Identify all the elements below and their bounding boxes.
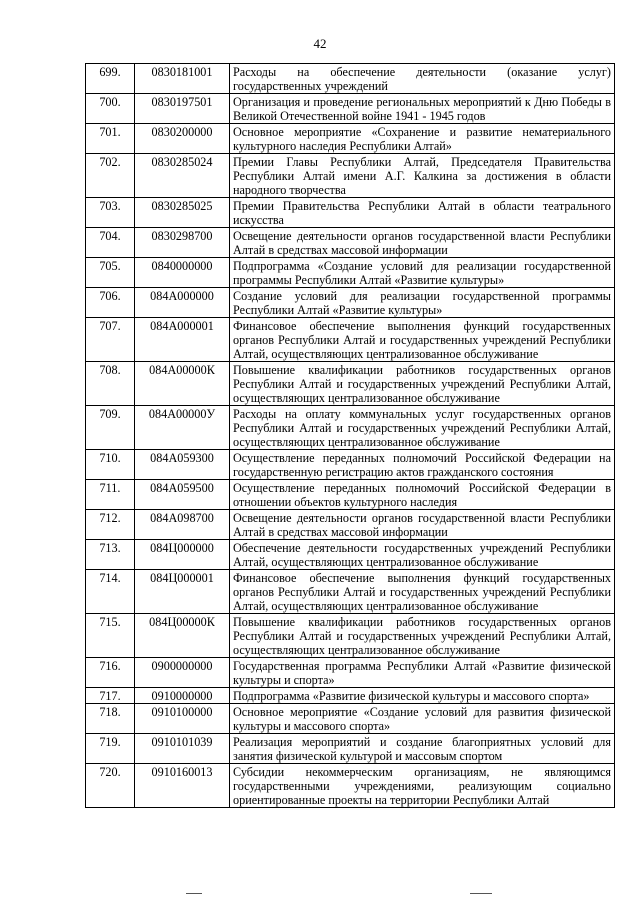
row-name: Финансовое обеспечение выполнения функций государственных органов Республики Алтай и государственных учреждений Республики Алтай, осуществляющих централизованное обслуживание	[230, 570, 615, 614]
row-code: 0910160013	[135, 764, 230, 808]
table-row	[86, 570, 615, 614]
row-code: 084А059500	[135, 480, 230, 510]
table-row	[86, 406, 615, 450]
row-code: 084Ц000001	[135, 570, 230, 614]
row-code: 084Ц00000К	[135, 614, 230, 658]
table-row	[86, 540, 615, 570]
row-code: 0830285025	[135, 198, 230, 228]
row-code: 0910000000	[135, 688, 230, 704]
table-row	[86, 318, 615, 362]
row-name: Реализация мероприятий и создание благоприятных условий для занятия физической культурой и массовым спортом	[230, 734, 615, 764]
table-row	[86, 734, 615, 764]
row-name: Повышение квалификации работников государственных органов Республики Алтай и государственных учреждений Республики Алтай, осуществляющих централизованное обслуживание	[230, 362, 615, 406]
table-row	[86, 198, 615, 228]
row-number: 704.	[86, 228, 135, 258]
table-row	[86, 94, 615, 124]
row-number: 705.	[86, 258, 135, 288]
row-code: 0830285024	[135, 154, 230, 198]
row-name: Премии Главы Республики Алтай, Председателя Правительства Республики Алтай имени А.Г. Калкина за достижения в области народного творчества	[230, 154, 615, 198]
row-name: Освещение деятельности органов государственной власти Республики Алтай в средствах массовой информации	[230, 510, 615, 540]
table-row	[86, 154, 615, 198]
row-name: Повышение квалификации работников государственных органов Республики Алтай и государственных учреждений Республики Алтай, осуществляющих централизованное обслуживание	[230, 614, 615, 658]
row-code: 0910101039	[135, 734, 230, 764]
row-number: 719.	[86, 734, 135, 764]
budget-codes-table	[85, 63, 615, 808]
row-number: 720.	[86, 764, 135, 808]
row-number: 700.	[86, 94, 135, 124]
row-name: Субсидии некоммерческим организациям, не являющимся государственными учреждениями, реализующим социально ориентированные проекты на территории Республики Алтай	[230, 764, 615, 808]
row-name: Расходы на обеспечение деятельности (оказание услуг) государственных учреждений	[230, 64, 615, 94]
table-row	[86, 258, 615, 288]
table-row	[86, 658, 615, 688]
scan-bottom-marks	[0, 893, 640, 905]
row-name: Государственная программа Республики Алтай «Развитие физической культуры и спорта»	[230, 658, 615, 688]
row-number: 699.	[86, 64, 135, 94]
row-number: 714.	[86, 570, 135, 614]
table-body	[86, 64, 615, 808]
row-code: 0910100000	[135, 704, 230, 734]
row-name: Премии Правительства Республики Алтай в области театрального искусства	[230, 198, 615, 228]
row-number: 707.	[86, 318, 135, 362]
row-code: 084Ц000000	[135, 540, 230, 570]
row-code: 0830298700	[135, 228, 230, 258]
row-name: Обеспечение деятельности государственных учреждений Республики Алтай, осуществляющих централизованное обслуживание	[230, 540, 615, 570]
row-name: Осуществление переданных полномочий Российской Федерации на государственную регистрацию актов гражданского состояния	[230, 450, 615, 480]
row-number: 713.	[86, 540, 135, 570]
row-name: Подпрограмма «Развитие физической культуры и массового спорта»	[230, 688, 615, 704]
row-number: 702.	[86, 154, 135, 198]
row-code: 084А059300	[135, 450, 230, 480]
table-row	[86, 228, 615, 258]
row-name: Организация и проведение региональных мероприятий к Дню Победы в Великой Отечественной войне 1941 - 1945 годов	[230, 94, 615, 124]
row-name: Освещение деятельности органов государственной власти Республики Алтай в средствах массовой информации	[230, 228, 615, 258]
row-code: 0900000000	[135, 658, 230, 688]
table-row	[86, 480, 615, 510]
row-name: Осуществление переданных полномочий Российской Федерации в отношении объектов культурного наследия	[230, 480, 615, 510]
table-row	[86, 450, 615, 480]
row-code: 084А098700	[135, 510, 230, 540]
table-row	[86, 288, 615, 318]
row-code: 084А00000К	[135, 362, 230, 406]
table-row	[86, 64, 615, 94]
table-row	[86, 764, 615, 808]
table-row	[86, 614, 615, 658]
row-number: 701.	[86, 124, 135, 154]
row-code: 0830181001	[135, 64, 230, 94]
row-number: 715.	[86, 614, 135, 658]
row-number: 717.	[86, 688, 135, 704]
row-number: 703.	[86, 198, 135, 228]
table-row	[86, 688, 615, 704]
row-code: 084А000000	[135, 288, 230, 318]
row-code: 0840000000	[135, 258, 230, 288]
row-name: Расходы на оплату коммунальных услуг государственных органов Республики Алтай и государственных учреждений Республики Алтай, осуществляющих централизованное обслуживание	[230, 406, 615, 450]
row-code: 0830200000	[135, 124, 230, 154]
row-name: Основное мероприятие «Создание условий для развития физической культуры и массового спорта»	[230, 704, 615, 734]
page-number: 42	[313, 36, 327, 51]
row-number: 710.	[86, 450, 135, 480]
row-number: 712.	[86, 510, 135, 540]
row-number: 711.	[86, 480, 135, 510]
row-number: 718.	[86, 704, 135, 734]
table-row	[86, 124, 615, 154]
row-number: 709.	[86, 406, 135, 450]
row-code: 084А000001	[135, 318, 230, 362]
table-row	[86, 510, 615, 540]
table-row	[86, 362, 615, 406]
row-number: 716.	[86, 658, 135, 688]
row-code: 084А00000У	[135, 406, 230, 450]
row-number: 706.	[86, 288, 135, 318]
row-name: Финансовое обеспечение выполнения функций государственных органов Республики Алтай и государственных учреждений Республики Алтай, осуществляющих централизованное обслуживание	[230, 318, 615, 362]
row-code: 0830197501	[135, 94, 230, 124]
row-name: Основное мероприятие «Сохранение и развитие нематериального культурного наследия Республики Алтай»	[230, 124, 615, 154]
row-number: 708.	[86, 362, 135, 406]
table-row	[86, 704, 615, 734]
row-name: Подпрограмма «Создание условий для реализации государственной программы Республики Алтай «Развитие культуры»	[230, 258, 615, 288]
row-name: Создание условий для реализации государственной программы Республики Алтай «Развитие культуры»	[230, 288, 615, 318]
